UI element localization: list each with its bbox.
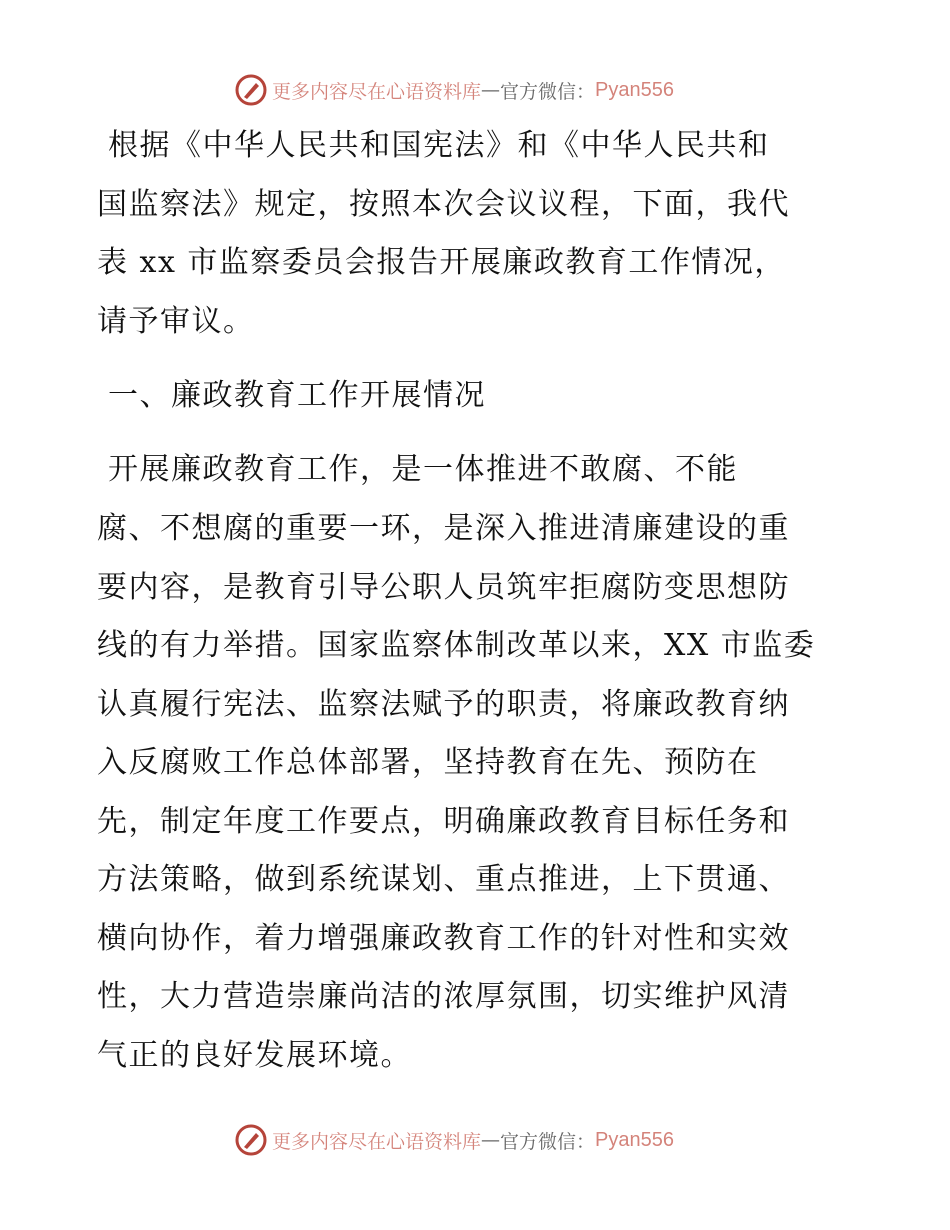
- text-line: 认真履行宪法、监察法赋予的职责，将廉政教育纳: [97, 687, 790, 722]
- text-line: 腐、不想腐的重要一环，是深入推进清廉建设的重: [97, 511, 790, 546]
- section-heading: 一、廉政教育工作开展情况: [108, 378, 486, 413]
- text-line: 先，制定年度工作要点，明确廉政教育目标任务和: [97, 804, 790, 839]
- text-line: 要内容，是教育引导公职人员筑牢拒腐防变思想防: [97, 570, 790, 605]
- text-line: 性，大力营造崇廉尚洁的浓厚氛围，切实维护风清: [97, 979, 790, 1014]
- watermark-header: [234, 70, 674, 110]
- text-line: 方法策略，做到系统谋划、重点推进，上下贯通、: [97, 862, 790, 897]
- text-line: 入反腐败工作总体部署，坚持教育在先、预防在: [97, 745, 759, 780]
- text-line: 请予审议。: [97, 304, 255, 339]
- watermark-site: 更多内容尽在心语资料库: [272, 80, 482, 103]
- watermark-account: Pyan556: [595, 1128, 674, 1151]
- watermark-site: 更多内容尽在心语资料库: [272, 1130, 482, 1153]
- text-line: 根据《中华人民共和国宪法》和《中华人民共和: [108, 128, 770, 163]
- logo-icon: [234, 1123, 268, 1157]
- watermark-label: 官方微信：: [500, 80, 596, 103]
- logo-icon: [234, 73, 268, 107]
- watermark-label: 官方微信：: [500, 1130, 596, 1153]
- text-line: 表 xx 市监察委员会报告开展廉政教育工作情况，: [97, 245, 786, 280]
- watermark-dash: —: [481, 79, 501, 101]
- text-line: 横向协作，着力增强廉政教育工作的针对性和实效: [97, 921, 790, 956]
- text-line: 开展廉政教育工作，是一体推进不敢腐、不能: [108, 452, 738, 487]
- watermark-dash: —: [481, 1129, 501, 1151]
- text-line: 气正的良好发展环境。: [97, 1038, 412, 1073]
- text-line: 国监察法》规定，按照本次会议议程，下面，我代: [97, 187, 790, 222]
- text-line: 线的有力举措。国家监察体制改革以来，XX 市监委: [97, 628, 816, 663]
- watermark-footer: [234, 1120, 674, 1160]
- watermark-account: Pyan556: [595, 78, 674, 101]
